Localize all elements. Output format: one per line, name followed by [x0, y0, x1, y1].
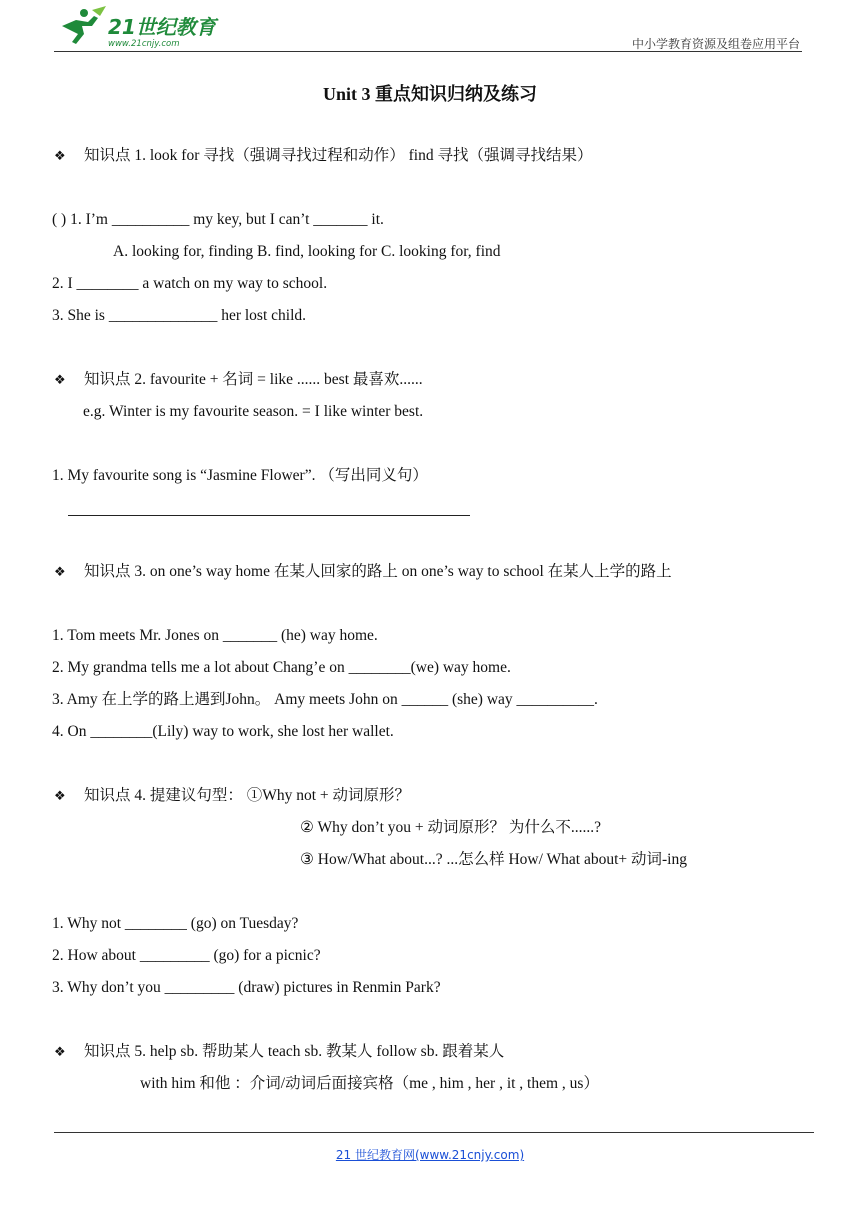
knowledge-point-5: ❖ 知识点 5. help sb. 帮助某人 teach sb. 教某人 follow sb. 跟着某人: [54, 1042, 504, 1063]
knowledge-point-2: ❖ 知识点 2. favourite + 名词 = like ...... best 最喜欢......: [54, 370, 423, 391]
knowledge-point-2-example: e.g. Winter is my favourite season. = I like winter best.: [83, 403, 424, 420]
exercise-2-1: 1. My favourite song is “Jasmine Flower”. （写出同义句）: [52, 467, 428, 484]
exercise-3-2: 2. My grandma tells me a lot about Chang’e on ________(we) way home.: [52, 659, 511, 676]
logo-text: 21世纪教育: [108, 15, 216, 39]
knowledge-point-4-pattern-3: ③ How/What about...? ...怎么样 How/ What about+ 动词-ing: [300, 851, 687, 868]
logo-url: www.21cnjy.com: [108, 39, 180, 49]
exercise-1-1-options: A. looking for, finding B. find, looking for C. looking for, find: [113, 243, 501, 260]
exercise-3-3: 3. Amy 在上学的路上遇到John。 Amy meets John on ______ (she) way __________.: [52, 691, 598, 708]
knowledge-point-3: ❖ 知识点 3. on one’s way home 在某人回家的路上 on one’s way to school 在某人上学的路上: [54, 562, 672, 583]
diamond-bullet-icon: ❖: [54, 149, 66, 164]
diamond-bullet-icon: ❖: [54, 373, 66, 388]
footer-divider: [54, 1132, 814, 1133]
page-title: Unit 3 重点知识归纳及练习: [322, 84, 537, 104]
knowledge-point-4-pattern-2: ② Why don’t you + 动词原形？ 为什么不......?: [300, 819, 602, 836]
diamond-bullet-icon: ❖: [54, 565, 66, 580]
knowledge-point-5-note: with him 和他 ：介词/动词后面接宾格（me , him , her , it , them , us）: [140, 1075, 599, 1092]
header-divider: [54, 51, 802, 52]
diamond-bullet-icon: ❖: [54, 1045, 66, 1060]
exercise-4-3: 3. Why don’t you _________ (draw) pictures in Renmin Park?: [52, 979, 441, 996]
exercise-1-3: 3. She is ______________ her lost child.: [52, 307, 307, 324]
knowledge-point-4: ❖ 知识点 4. 提建议句型： ①Why not + 动词原形？: [54, 786, 410, 807]
platform-name: 中小学教育资源及组卷应用平台: [631, 37, 800, 51]
answer-line: [68, 515, 470, 516]
exercise-1-2: 2. I ________ a watch on my way to school.: [52, 275, 328, 292]
site-logo: [54, 6, 224, 50]
footer-link[interactable]: 21 世纪教育网(www.21cnjy.com): [335, 1148, 525, 1162]
exercise-3-4: 4. On ________(Lily) way to work, she lost her wallet.: [52, 723, 394, 740]
diamond-bullet-icon: ❖: [54, 789, 66, 804]
exercise-4-1: 1. Why not ________ (go) on Tuesday?: [52, 915, 299, 932]
exercise-3-1: 1. Tom meets Mr. Jones on _______ (he) way home.: [52, 627, 378, 644]
knowledge-point-1: ❖ 知识点 1. look for 寻找（强调寻找过程和动作） find 寻找（强调寻找结果）: [54, 146, 592, 167]
exercise-1-1: ( ) 1. I’m __________ my key, but I can’t _______ it.: [52, 211, 384, 228]
exercise-4-2: 2. How about _________ (go) for a picnic?: [52, 947, 321, 964]
